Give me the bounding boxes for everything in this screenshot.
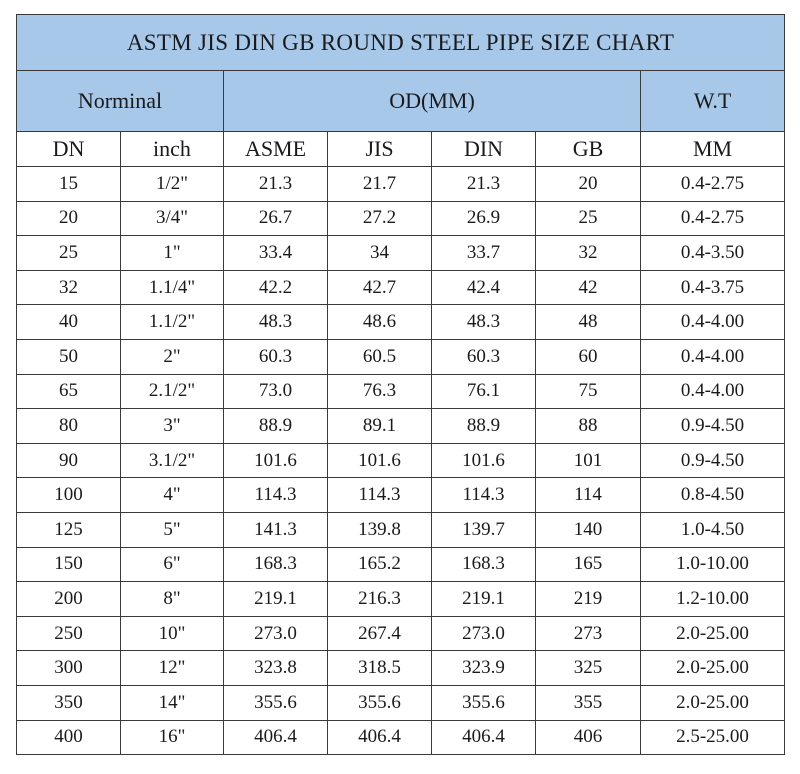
table-row <box>17 236 785 271</box>
asme-cell: 26.7 <box>224 201 328 236</box>
asme-cell: 219.1 <box>224 582 328 617</box>
dn-cell: 150 <box>17 547 121 582</box>
jis-cell: 318.5 <box>328 651 432 686</box>
dn-cell: 80 <box>17 409 121 444</box>
wt-cell: 0.9-4.50 <box>641 443 785 478</box>
gb-cell: 25 <box>536 201 641 236</box>
inch-cell: 16" <box>121 720 224 755</box>
jis-cell: 267.4 <box>328 616 432 651</box>
table-row <box>17 443 785 478</box>
dn-cell: 90 <box>17 443 121 478</box>
inch-cell: 3" <box>121 409 224 444</box>
dn-cell: 32 <box>17 270 121 305</box>
asme-cell: 141.3 <box>224 512 328 547</box>
inch-cell: 6" <box>121 547 224 582</box>
jis-cell: 101.6 <box>328 443 432 478</box>
jis-cell: 34 <box>328 236 432 271</box>
jis-cell: 406.4 <box>328 720 432 755</box>
gb-cell: 42 <box>536 270 641 305</box>
wt-cell: 0.9-4.50 <box>641 409 785 444</box>
wt-cell: 0.4-2.75 <box>641 167 785 202</box>
din-cell: 219.1 <box>432 582 536 617</box>
gb-cell: 273 <box>536 616 641 651</box>
inch-cell: 4" <box>121 478 224 513</box>
wt-cell: 2.0-25.00 <box>641 616 785 651</box>
din-cell: 323.9 <box>432 651 536 686</box>
wt-cell: 0.4-2.75 <box>641 201 785 236</box>
inch-cell: 1.1/4" <box>121 270 224 305</box>
table-row <box>17 167 785 202</box>
inch-cell: 12" <box>121 651 224 686</box>
wt-cell: 0.4-3.75 <box>641 270 785 305</box>
col-dn: DN <box>17 132 121 167</box>
group-header-row <box>17 71 785 132</box>
wt-cell: 1.2-10.00 <box>641 582 785 617</box>
dn-cell: 400 <box>17 720 121 755</box>
asme-cell: 114.3 <box>224 478 328 513</box>
jis-cell: 27.2 <box>328 201 432 236</box>
dn-cell: 40 <box>17 305 121 340</box>
col-inch: inch <box>121 132 224 167</box>
table-row <box>17 720 785 755</box>
wt-cell: 0.4-4.00 <box>641 374 785 409</box>
dn-cell: 250 <box>17 616 121 651</box>
group-nominal: Norminal <box>17 71 224 132</box>
dn-cell: 65 <box>17 374 121 409</box>
table-row <box>17 478 785 513</box>
din-cell: 76.1 <box>432 374 536 409</box>
din-cell: 48.3 <box>432 305 536 340</box>
table-row <box>17 582 785 617</box>
inch-cell: 10" <box>121 616 224 651</box>
gb-cell: 165 <box>536 547 641 582</box>
table-row <box>17 616 785 651</box>
din-cell: 139.7 <box>432 512 536 547</box>
gb-cell: 48 <box>536 305 641 340</box>
chart-title: ASTM JIS DIN GB ROUND STEEL PIPE SIZE CHART <box>17 15 785 71</box>
asme-cell: 406.4 <box>224 720 328 755</box>
inch-cell: 3/4" <box>121 201 224 236</box>
inch-cell: 1" <box>121 236 224 271</box>
dn-cell: 25 <box>17 236 121 271</box>
table-row <box>17 512 785 547</box>
din-cell: 21.3 <box>432 167 536 202</box>
din-cell: 42.4 <box>432 270 536 305</box>
jis-cell: 114.3 <box>328 478 432 513</box>
jis-cell: 139.8 <box>328 512 432 547</box>
title-row <box>17 15 785 71</box>
wt-cell: 0.4-3.50 <box>641 236 785 271</box>
asme-cell: 101.6 <box>224 443 328 478</box>
table-row <box>17 201 785 236</box>
asme-cell: 323.8 <box>224 651 328 686</box>
pipe-size-chart <box>16 14 785 755</box>
table-row <box>17 547 785 582</box>
dn-cell: 200 <box>17 582 121 617</box>
table-row <box>17 374 785 409</box>
table-row <box>17 409 785 444</box>
dn-cell: 20 <box>17 201 121 236</box>
asme-cell: 88.9 <box>224 409 328 444</box>
jis-cell: 48.6 <box>328 305 432 340</box>
wt-cell: 2.0-25.00 <box>641 685 785 720</box>
col-mm: MM <box>641 132 785 167</box>
din-cell: 168.3 <box>432 547 536 582</box>
gb-cell: 101 <box>536 443 641 478</box>
dn-cell: 100 <box>17 478 121 513</box>
wt-cell: 2.5-25.00 <box>641 720 785 755</box>
gb-cell: 355 <box>536 685 641 720</box>
gb-cell: 88 <box>536 409 641 444</box>
jis-cell: 42.7 <box>328 270 432 305</box>
gb-cell: 325 <box>536 651 641 686</box>
din-cell: 26.9 <box>432 201 536 236</box>
dn-cell: 300 <box>17 651 121 686</box>
asme-cell: 168.3 <box>224 547 328 582</box>
wt-cell: 2.0-25.00 <box>641 651 785 686</box>
jis-cell: 165.2 <box>328 547 432 582</box>
inch-cell: 5" <box>121 512 224 547</box>
gb-cell: 32 <box>536 236 641 271</box>
inch-cell: 2.1/2" <box>121 374 224 409</box>
col-din: DIN <box>432 132 536 167</box>
column-header-row <box>17 132 785 167</box>
gb-cell: 406 <box>536 720 641 755</box>
table-row <box>17 270 785 305</box>
asme-cell: 355.6 <box>224 685 328 720</box>
dn-cell: 350 <box>17 685 121 720</box>
jis-cell: 76.3 <box>328 374 432 409</box>
wt-cell: 0.4-4.00 <box>641 305 785 340</box>
asme-cell: 273.0 <box>224 616 328 651</box>
inch-cell: 8" <box>121 582 224 617</box>
dn-cell: 125 <box>17 512 121 547</box>
din-cell: 88.9 <box>432 409 536 444</box>
gb-cell: 75 <box>536 374 641 409</box>
inch-cell: 2" <box>121 339 224 374</box>
asme-cell: 42.2 <box>224 270 328 305</box>
gb-cell: 60 <box>536 339 641 374</box>
din-cell: 114.3 <box>432 478 536 513</box>
asme-cell: 73.0 <box>224 374 328 409</box>
jis-cell: 60.5 <box>328 339 432 374</box>
inch-cell: 3.1/2" <box>121 443 224 478</box>
wt-cell: 1.0-10.00 <box>641 547 785 582</box>
table-row <box>17 685 785 720</box>
gb-cell: 114 <box>536 478 641 513</box>
jis-cell: 89.1 <box>328 409 432 444</box>
asme-cell: 33.4 <box>224 236 328 271</box>
col-asme: ASME <box>224 132 328 167</box>
inch-cell: 1/2" <box>121 167 224 202</box>
wt-cell: 1.0-4.50 <box>641 512 785 547</box>
jis-cell: 21.7 <box>328 167 432 202</box>
din-cell: 101.6 <box>432 443 536 478</box>
gb-cell: 20 <box>536 167 641 202</box>
jis-cell: 216.3 <box>328 582 432 617</box>
wt-cell: 0.4-4.00 <box>641 339 785 374</box>
table-row <box>17 651 785 686</box>
table-row <box>17 339 785 374</box>
gb-cell: 219 <box>536 582 641 617</box>
gb-cell: 140 <box>536 512 641 547</box>
jis-cell: 355.6 <box>328 685 432 720</box>
din-cell: 406.4 <box>432 720 536 755</box>
inch-cell: 14" <box>121 685 224 720</box>
group-wt: W.T <box>641 71 785 132</box>
din-cell: 355.6 <box>432 685 536 720</box>
inch-cell: 1.1/2" <box>121 305 224 340</box>
asme-cell: 48.3 <box>224 305 328 340</box>
din-cell: 273.0 <box>432 616 536 651</box>
table-row <box>17 305 785 340</box>
din-cell: 33.7 <box>432 236 536 271</box>
wt-cell: 0.8-4.50 <box>641 478 785 513</box>
asme-cell: 60.3 <box>224 339 328 374</box>
col-gb: GB <box>536 132 641 167</box>
group-od: OD(MM) <box>224 71 641 132</box>
dn-cell: 50 <box>17 339 121 374</box>
col-jis: JIS <box>328 132 432 167</box>
asme-cell: 21.3 <box>224 167 328 202</box>
dn-cell: 15 <box>17 167 121 202</box>
din-cell: 60.3 <box>432 339 536 374</box>
